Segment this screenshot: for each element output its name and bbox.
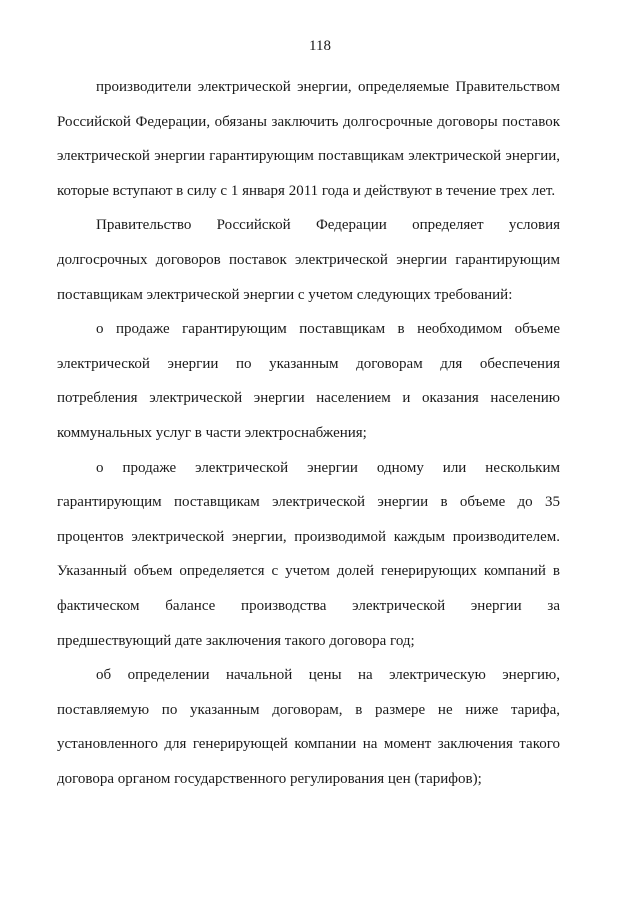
page-number: 118 (309, 38, 331, 54)
document-body (57, 70, 560, 796)
paragraph-requirement-initial-price: об определении начальной цены на электрическую энергию, поставляемую по указанным договорам, в размере не ниже тарифа, установленного для генерирующей компании на момент заключения такого договора органом государственного регулирования цен (тарифов); (57, 667, 560, 787)
paragraph-requirement-population-supply: о продаже гарантирующим поставщикам в необходимом объеме электрической энергии по указанным договорам для обеспечения потребления электрической энергии населением и оказания населению коммунальных услуг в части электроснабжения; (57, 321, 560, 441)
paragraph-producers-obligation: производители электрической энергии, определяемые Правительством Российской Федерации, обязаны заключить долгосрочные договоры поставок электрической энергии гарантирующим поставщикам электрической энергии, которые вступают в силу с 1 января 2011 года и действуют в течение трех лет. (57, 79, 560, 199)
paragraph-requirement-35-percent: о продаже электрической энергии одному или нескольким гарантирующим поставщикам электрической энергии в объеме до 35 процентов электрической энергии, производимой каждым производителем. Указанный объем определяется с учетом долей генерирующих компаний в фактическом балансе производства электрической энергии за предшествующий дате заключения такого договора год; (57, 459, 560, 649)
paragraph-government-conditions: Правительство Российской Федерации определяет условия долгосрочных договоров поставок электрической энергии гарантирующим поставщикам электрической энергии с учетом следующих требований: (57, 217, 560, 303)
